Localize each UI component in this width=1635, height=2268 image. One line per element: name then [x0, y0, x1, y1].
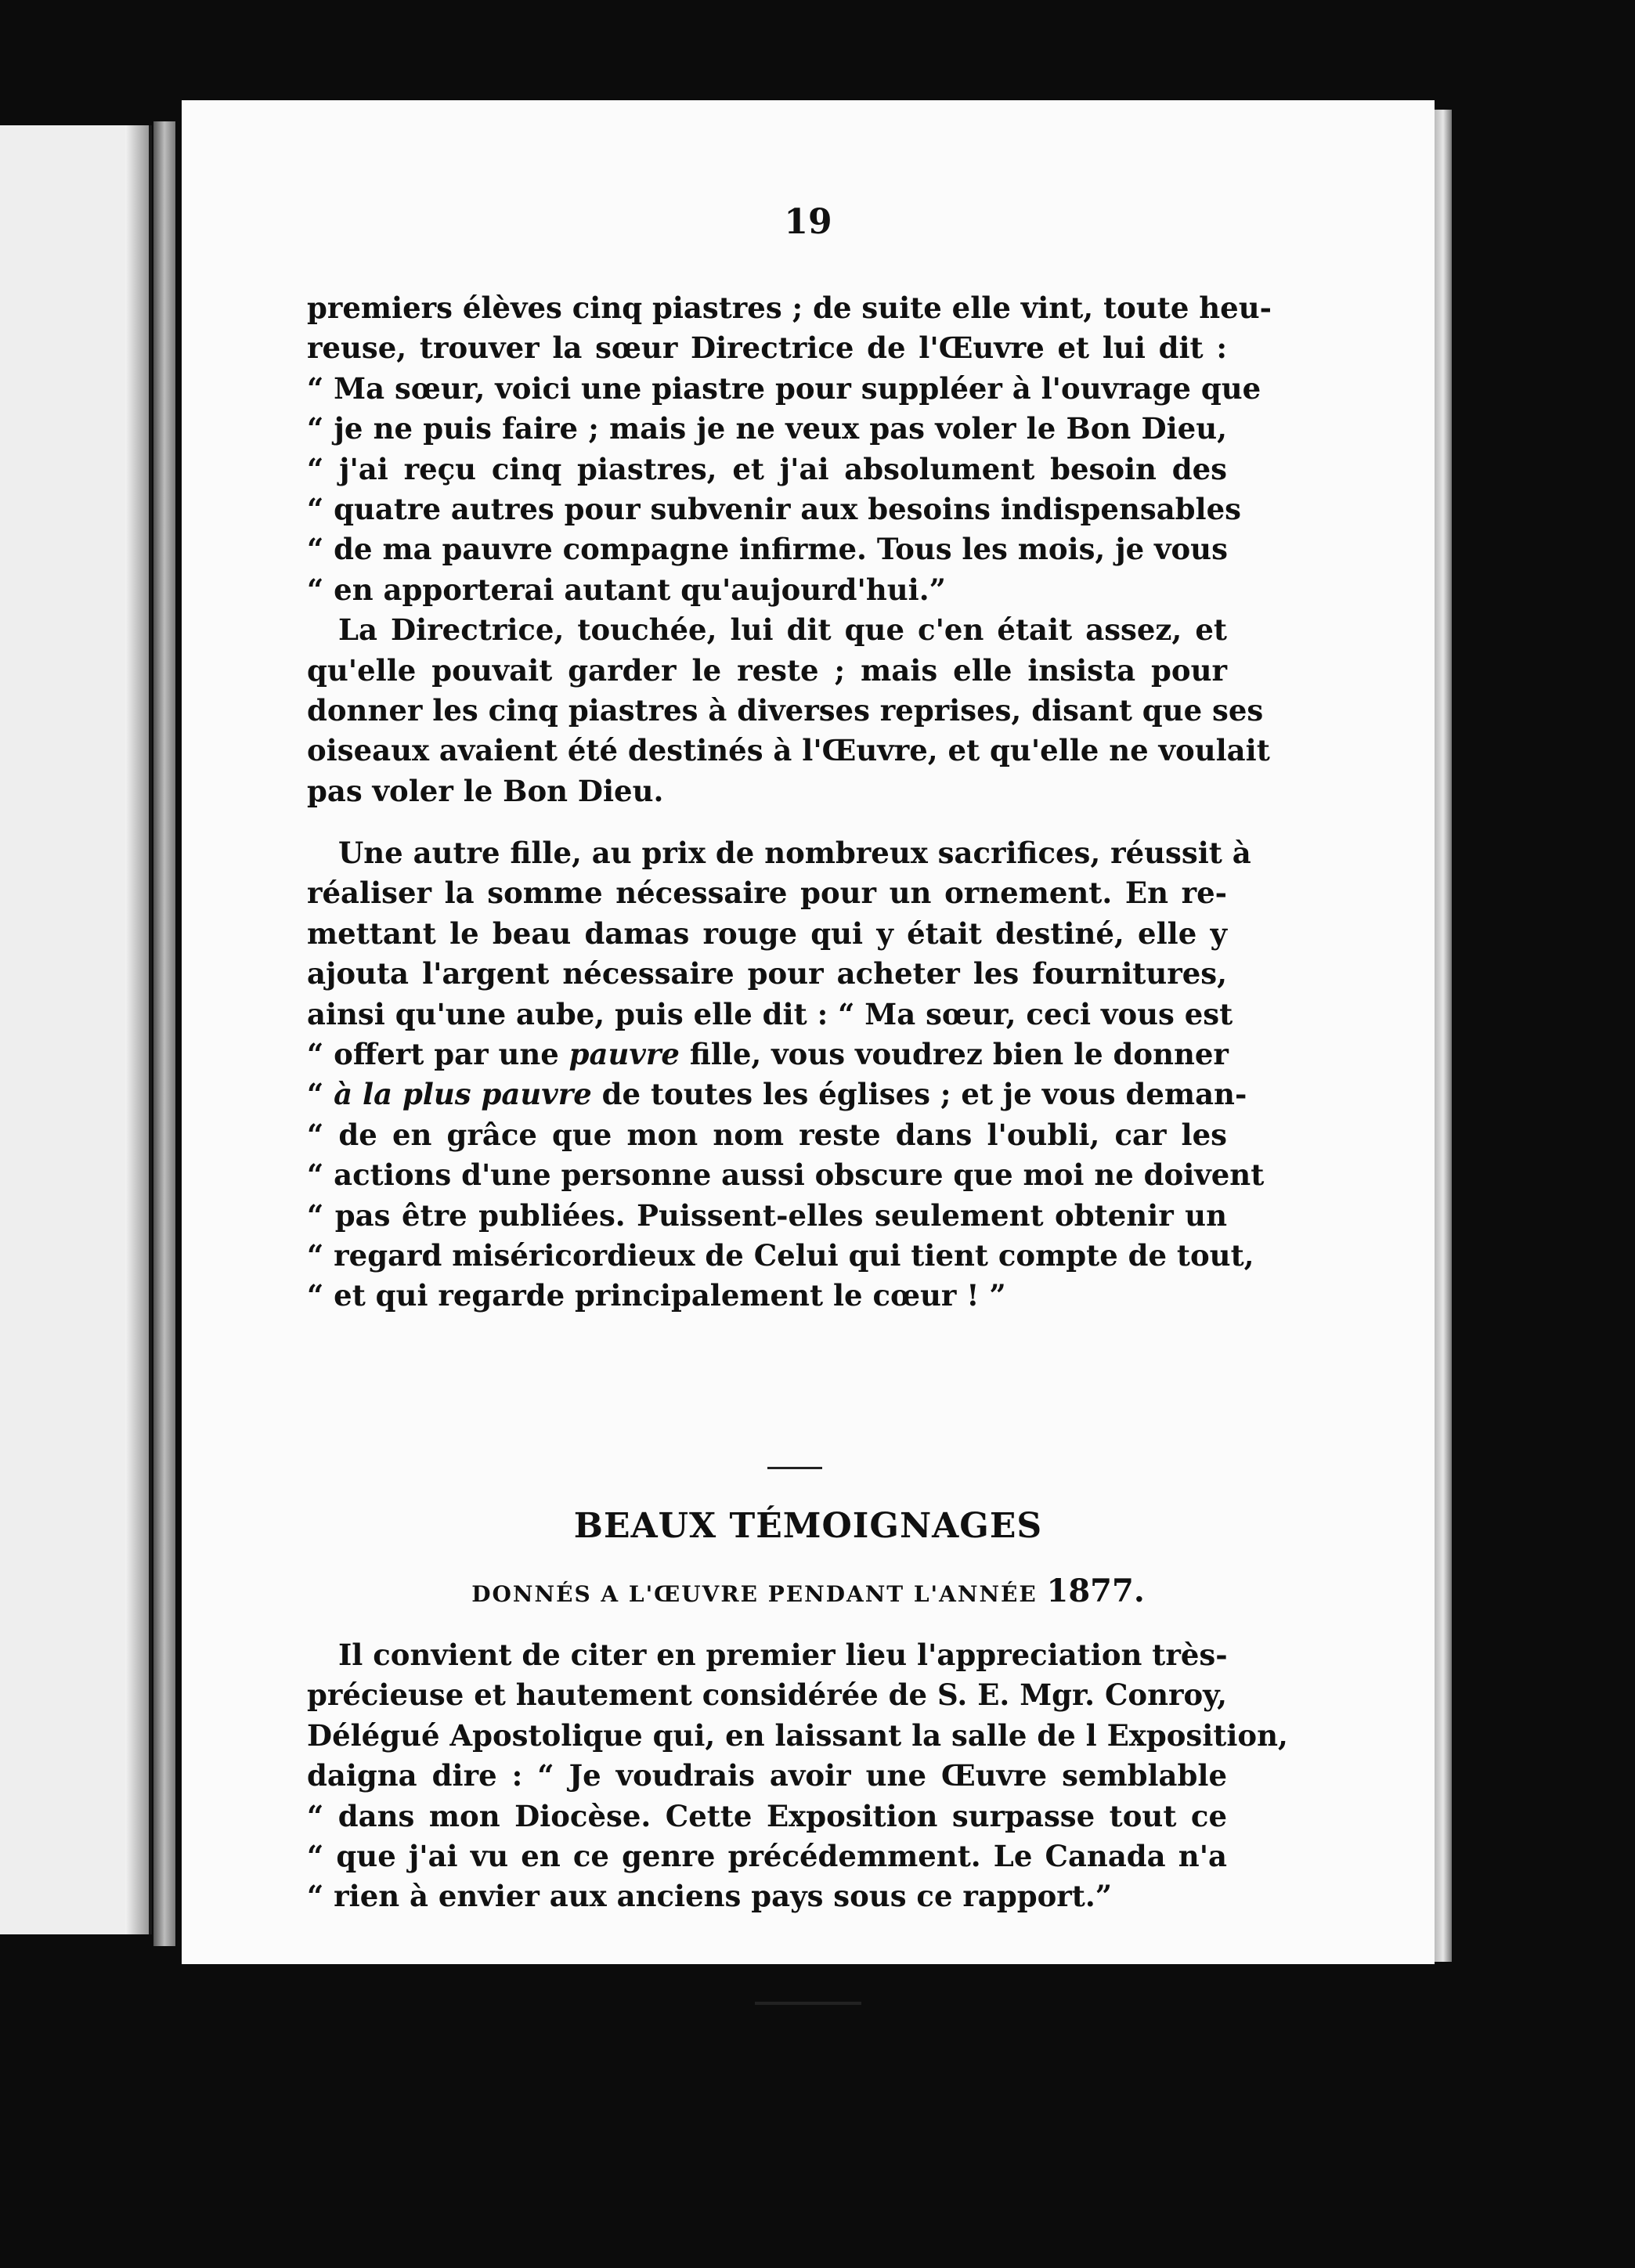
text-line: “ de ma pauvre compagne infirme. Tous les mois, je vous — [307, 532, 1228, 567]
facing-page-edge — [0, 125, 152, 1934]
text-line: précieuse et hautement considérée de S. E. Mgr. Conroy, — [307, 1678, 1227, 1713]
text-line: Une autre fille, au prix de nombreux sacrifices, réussit à — [338, 836, 1251, 871]
text-line: “ actions d'une personne aussi obscure que moi ne doivent — [307, 1157, 1265, 1193]
section-subheading — [182, 1573, 1435, 1609]
text-line: “ que j'ai vu en ce genre précédemment. Le Canada n'a — [307, 1838, 1227, 1873]
text-line: La Directrice, touchée, lui dit que c'en était assez, et — [338, 612, 1227, 648]
body-text-top — [307, 288, 1272, 1316]
text-line: réaliser la somme nécessaire pour un ornement. En re- — [307, 876, 1227, 911]
text-line: “ regard miséricordieux de Celui qui tient compte de tout, — [307, 1237, 1254, 1273]
text-line: qu'elle pouvait garder le reste ; mais elle insista pour — [307, 652, 1227, 688]
paragraph-2 — [307, 610, 1270, 811]
text-line: Délégué Apostolique qui, en laissant la salle de l Exposition, — [307, 1717, 1288, 1753]
text-line: ainsi qu'une aube, puis elle dit : “ Ma sœur, ceci vous est — [307, 996, 1233, 1031]
text-line: “ quatre autres pour subvenir aux besoins indispensables — [307, 491, 1241, 526]
gutter-shadow — [125, 125, 149, 1934]
text-line: oiseaux avaient été destinés à l'Œuvre, et qu'elle ne voulait — [307, 733, 1270, 768]
text-line: “ en apporterai autant qu'aujourd'hui.” — [307, 572, 946, 607]
text-line: premiers élèves cinq piastres ; de suite elle vint, toute heu- — [307, 291, 1272, 325]
body-text-bottom — [307, 1635, 1288, 1917]
subheading-year: 1877. — [1046, 1573, 1145, 1609]
section-heading: BEAUX TÉMOIGNAGES — [573, 1506, 1043, 1546]
paragraph-1 — [307, 288, 1272, 610]
text-line — [307, 1035, 1227, 1074]
text-line: “ je ne puis faire ; mais je ne veux pas voler le Bon Dieu, — [307, 411, 1227, 446]
text-line: “ de en grâce que mon nom reste dans l'oubli, car les — [307, 1117, 1227, 1152]
text-line: “ rien à envier aux anciens pays sous ce rapport.” — [307, 1879, 1112, 1914]
paragraph-3 — [307, 833, 1265, 1316]
paragraph-4 — [307, 1635, 1288, 1917]
text-line: “ dans mon Diocèse. Cette Exposition surpasse tout ce — [307, 1798, 1227, 1833]
text-line: pas voler le Bon Dieu. — [307, 773, 664, 808]
text-line: “ j'ai reçu cinq piastres, et j'ai absolument besoin des — [307, 451, 1227, 486]
page-stack-edge — [1435, 110, 1452, 1962]
book-spine — [153, 121, 175, 1946]
text-run: de toutes les églises ; et je vous deman- — [591, 1077, 1247, 1112]
book-page — [182, 100, 1435, 1964]
text-line: ajouta l'argent nécessaire pour acheter les fournitures, — [307, 956, 1227, 991]
subheading-text: DONNÉS A L'ŒUVRE PENDANT L'ANNÉE — [471, 1581, 1038, 1607]
text-line — [307, 1074, 1247, 1114]
text-line: donner les cinq piastres à diverses reprises, disant que ses — [307, 692, 1264, 728]
text-line: daigna dire : “ Je voudrais avoir une Œuvre semblable — [307, 1758, 1227, 1793]
text-run: “ — [307, 1077, 334, 1112]
text-line: “ pas être publiées. Puissent-elles seulement obtenir un — [307, 1197, 1227, 1233]
text-run: fille, vous voudrez bien le donner — [679, 1037, 1229, 1072]
text-line: reuse, trouver la sœur Directrice de l'Œuvre et lui dit : — [307, 330, 1227, 366]
text-run: “ offert par une — [307, 1037, 569, 1072]
text-line: mettant le beau damas rouge qui y était destiné, elle y — [307, 916, 1227, 951]
italic-text: à la plus pauvre — [334, 1077, 592, 1112]
text-line: Il convient de citer en premier lieu l'appreciation très- — [338, 1638, 1228, 1672]
italic-text: pauvre — [568, 1037, 680, 1072]
end-divider — [755, 2002, 861, 2005]
section-divider — [767, 1467, 822, 1469]
page-number: 19 — [784, 202, 832, 242]
text-line: “ et qui regarde principalement le cœur ! ” — [307, 1278, 1006, 1313]
text-line: “ Ma sœur, voici une piastre pour suppléer à l'ouvrage que — [307, 370, 1261, 406]
